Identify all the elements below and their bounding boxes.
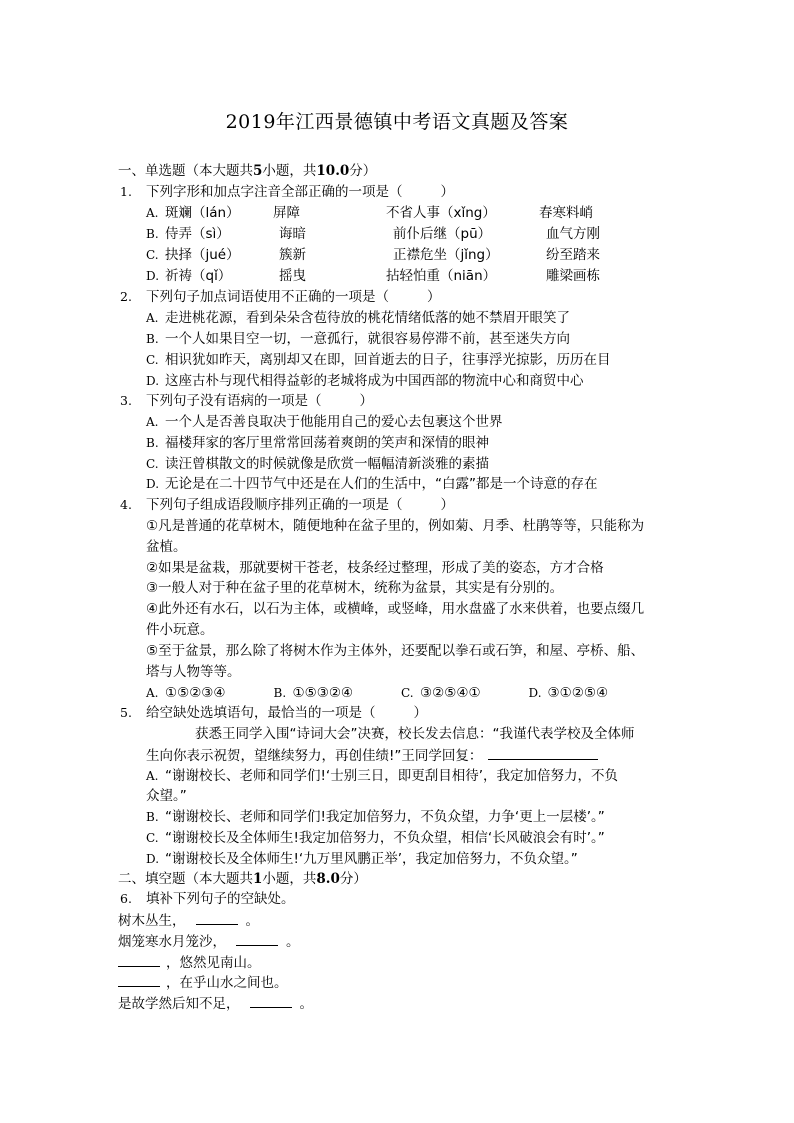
option-cell: 屏障 xyxy=(273,205,300,221)
option-text: ③②⑤④① xyxy=(420,685,481,701)
option-d[interactable] xyxy=(146,371,584,391)
option-c[interactable] xyxy=(146,350,611,370)
section-header-single-choice xyxy=(118,161,376,181)
fill-line-1 xyxy=(118,910,259,930)
fill-line-5 xyxy=(118,993,313,1013)
option-cell: 侍弄（sì） xyxy=(165,226,230,242)
fill-blank[interactable] xyxy=(236,931,278,946)
stem-text: ） xyxy=(440,184,454,200)
sentence-2: ②如果是盆栽，那就要树干苍老，枝条经过整理，形成了美的姿态，方才合格 xyxy=(146,560,604,576)
passage-text: 生向你表示祝贺，望继续努力，再创佳绩!”王同学回复： xyxy=(146,748,483,764)
section-header-fill-in xyxy=(118,869,367,889)
fill-line-2 xyxy=(118,931,300,951)
section-header-text: 二、填空题（本大题共 xyxy=(118,871,253,887)
option-label: B. xyxy=(146,436,159,450)
option-label: D. xyxy=(146,477,160,491)
option-label: B. xyxy=(146,332,159,346)
fill-line-4 xyxy=(118,972,288,992)
question-number: 4. xyxy=(120,497,132,512)
passage-line: 获悉王同学入围“诗词大会”决赛，校长发去信息：“我谨代表学校及全体师 xyxy=(195,726,635,742)
option-text: 相识犹如昨天，离别却又在即，回首逝去的日子，往事浮光掠影，历历在目 xyxy=(165,352,611,368)
option-text: 无论是在二十四节气中还是在人们的生活中，“白露”都是一个诗意的存在 xyxy=(165,476,598,492)
option-c[interactable] xyxy=(401,683,481,703)
fill-line-3 xyxy=(118,952,261,972)
option-b[interactable] xyxy=(146,433,489,453)
option-c[interactable] xyxy=(146,828,605,848)
option-label: A. xyxy=(146,686,159,700)
option-d[interactable] xyxy=(529,683,609,703)
section-header-text: 分） xyxy=(339,871,367,887)
option-text: “谢谢校长及全体师生!我定加倍努力，不负众望，相信‘长风破浪会有时’。” xyxy=(165,830,605,846)
question-stem xyxy=(146,703,427,723)
fill-text: 树木丛生， xyxy=(118,913,186,929)
option-a[interactable] xyxy=(146,203,706,223)
question-stem xyxy=(146,495,454,515)
sentence-5-cont: 塔与人物等等。 xyxy=(146,664,241,680)
document-title: 2019年江西景德镇中考语文真题及答案 xyxy=(225,111,569,133)
option-a[interactable] xyxy=(146,308,570,328)
fill-text: 烟笼寒水月笼沙， xyxy=(118,934,226,950)
sentence-5: ⑤至于盆景，那么除了将树木作为主体外，还要配以拳石或石笋，和屋、亭桥、船、 xyxy=(146,643,645,659)
question-number: 2. xyxy=(120,289,132,304)
option-cell: 春寒料峭 xyxy=(539,205,593,221)
fill-blank[interactable] xyxy=(488,745,598,760)
option-text: ①⑤③②④ xyxy=(292,685,354,701)
option-cell: 血气方刚 xyxy=(546,226,600,242)
option-a[interactable] xyxy=(146,412,503,432)
option-label: C. xyxy=(401,686,414,700)
option-b[interactable] xyxy=(146,807,605,827)
answer-options xyxy=(146,683,656,703)
section-header-text: 一、单选题（本大题共 xyxy=(118,163,253,179)
fill-blank[interactable] xyxy=(118,972,160,987)
fill-blank[interactable] xyxy=(250,993,292,1008)
question-number: 3. xyxy=(120,393,132,408)
sentence-3: ③一般人对于种在盆子里的花草树木，统称为盆景，其实是有分别的。 xyxy=(146,580,564,596)
option-cell: 抉择（jué） xyxy=(165,247,240,263)
option-label: A. xyxy=(146,415,159,429)
fill-blank[interactable] xyxy=(196,910,238,925)
option-text: 一个人是否善良取决于他能用自己的爱心去包裹这个世界 xyxy=(165,414,503,430)
stem-text: 下列句子组成语段顺序排列正确的一项是（ xyxy=(146,497,403,513)
option-cell: 斑斓（lán） xyxy=(165,205,240,221)
option-label: A. xyxy=(146,311,159,325)
option-text: 走进桃花源，看到朵朵含苞待放的桃花情绪低落的她不禁眉开眼笑了 xyxy=(165,310,570,326)
fill-text: ，在乎山水之间也。 xyxy=(166,975,288,991)
question-number: 1. xyxy=(120,184,132,199)
option-d[interactable] xyxy=(146,266,706,286)
option-text: “谢谢校长及全体师生!‘九万里风鹏正举’，我定加倍努力，不负众望。” xyxy=(165,851,578,867)
option-label: D. xyxy=(146,374,160,388)
option-cell: 前仆后继（pū） xyxy=(393,226,492,242)
option-cell: 祈祷（qǐ） xyxy=(165,268,232,284)
option-text: ③①②⑤④ xyxy=(547,685,609,701)
option-c[interactable] xyxy=(146,245,706,265)
option-text: 这座古朴与现代相得益彰的老城将成为中国西部的物流中心和商贸中心 xyxy=(165,373,584,389)
passage-line xyxy=(146,745,598,765)
stem-text: 下列句子加点词语使用不正确的一项是（ xyxy=(146,289,389,305)
option-text: “谢谢校长、老师和同学们!‘士别三日，即更刮目相待’，我定加倍努力，不负 xyxy=(165,768,618,784)
stem-text: ） xyxy=(427,289,441,305)
option-a[interactable] xyxy=(146,766,618,786)
option-cell: 簇新 xyxy=(279,247,306,263)
section-score: 8.0 xyxy=(316,871,340,887)
section-header-text: 小题，共 xyxy=(262,871,317,887)
stem-text: ） xyxy=(440,497,454,513)
sentence-4-cont: 件小玩意。 xyxy=(146,622,214,638)
question-stem xyxy=(146,391,373,411)
option-cell: 纷至踏来 xyxy=(546,247,600,263)
option-label: D. xyxy=(146,852,160,866)
option-cell: 不省人事（xǐng） xyxy=(386,205,496,221)
option-text: “谢谢校长、老师和同学们!我定加倍努力，不负众望，力争‘更上一层楼’。” xyxy=(165,809,605,825)
question-number: 5. xyxy=(120,705,132,720)
stem-text: 下列字形和加点字注音全部正确的一项是（ xyxy=(146,184,403,200)
section-header-text: 小题，共 xyxy=(262,163,317,179)
option-label: D. xyxy=(146,269,160,283)
fill-blank[interactable] xyxy=(118,952,160,967)
option-label: B. xyxy=(273,686,287,700)
stem-text: ） xyxy=(413,705,427,721)
option-label: C. xyxy=(146,457,159,471)
option-cell: 诲暗 xyxy=(279,226,306,242)
option-d[interactable] xyxy=(146,849,578,869)
option-b[interactable] xyxy=(146,224,706,244)
option-label: D. xyxy=(528,686,542,700)
option-text: ①⑤②③④ xyxy=(165,685,226,701)
fill-text: 。 xyxy=(286,934,300,950)
option-label: C. xyxy=(146,353,159,367)
fill-text: 。 xyxy=(299,996,313,1012)
sentence-1: ①凡是普通的花草树木，随便地种在盆子里的，例如菊、月季、杜鹃等等，只能称为 xyxy=(146,518,645,534)
option-text: 一个人如果目空一切，一意孤行，就很容易停滞不前，甚至迷失方向 xyxy=(165,331,570,347)
option-label: B. xyxy=(146,227,159,241)
option-a[interactable] xyxy=(146,683,226,703)
option-label: B. xyxy=(146,810,159,824)
option-label: A. xyxy=(146,769,159,783)
option-label: A. xyxy=(146,206,159,220)
option-cell: 正襟危坐（jǐng） xyxy=(393,247,499,263)
stem-text: ） xyxy=(359,393,373,409)
stem-text: 下列句子没有语病的一项是（ xyxy=(146,393,322,409)
fill-text: 是故学然后知不足， xyxy=(118,996,240,1012)
sentence-1-cont: 盆植。 xyxy=(146,539,187,555)
option-label: C. xyxy=(146,831,159,845)
fill-text: 。 xyxy=(245,913,259,929)
question-count: 1 xyxy=(253,871,263,887)
option-c[interactable] xyxy=(146,454,489,474)
question-stem xyxy=(146,287,441,307)
option-cell: 雕梁画栋 xyxy=(546,268,600,284)
section-header-text: 分） xyxy=(349,163,377,179)
option-text: 福楼拜家的客厅里常常回荡着爽朗的笑声和深情的眼神 xyxy=(165,435,489,451)
option-cell: 拈轻怕重（niān） xyxy=(386,268,497,284)
option-b[interactable] xyxy=(146,329,570,349)
option-text: 读汪曾棋散文的时候就像是欣赏一幅幅清新淡雅的素描 xyxy=(165,456,489,472)
question-stem xyxy=(146,182,454,202)
option-cell: 摇曳 xyxy=(279,268,306,284)
section-score: 10.0 xyxy=(316,163,350,179)
option-a-cont: 众望。” xyxy=(146,788,187,804)
sentence-4: ④此外还有水石，以石为主体，或横峰，或竖峰，用水盘盛了水来供着，也要点缀几 xyxy=(146,601,645,617)
question-stem: 填补下列句子的空缺处。 xyxy=(146,891,295,907)
option-d[interactable] xyxy=(146,474,598,494)
question-number: 6. xyxy=(120,891,132,906)
question-count: 5 xyxy=(253,163,263,179)
stem-text: 给空缺处选填语句，最恰当的一项是（ xyxy=(146,705,376,721)
fill-text: ，悠然见南山。 xyxy=(166,955,261,971)
option-label: C. xyxy=(146,248,159,262)
option-b[interactable] xyxy=(274,683,354,703)
